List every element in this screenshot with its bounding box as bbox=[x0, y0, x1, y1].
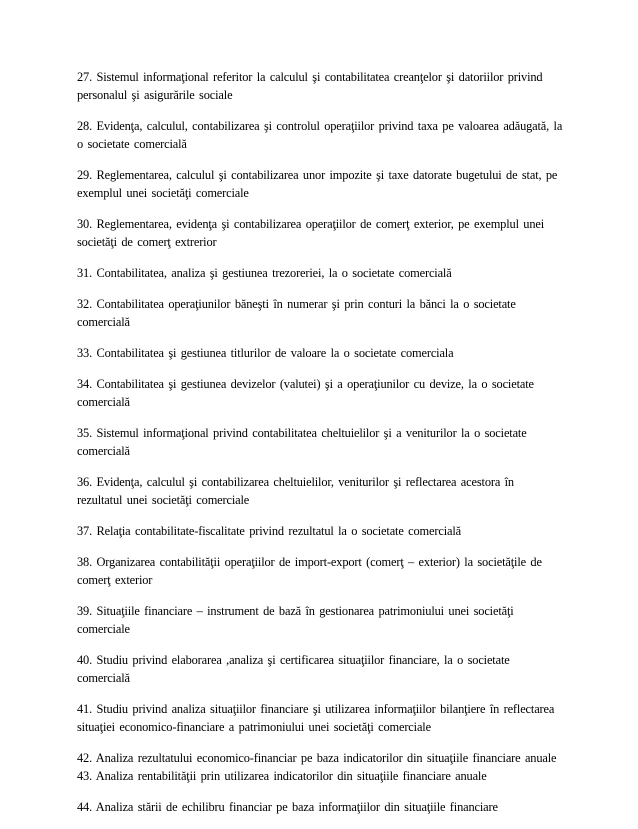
list-item: 42. Analiza rezultatului economico-financiar pe baza indicatorilor din situaţiile financiare anuale bbox=[77, 751, 557, 765]
topic-list bbox=[77, 68, 563, 829]
list-item: 28. Evidenţa, calculul, contabilizarea şi controlul operaţiilor privind taxa pe valoarea adăugată, la o societate comercială bbox=[77, 119, 563, 151]
list-item: 35. Sistemul informaţional privind contabilitatea cheltuielilor şi a veniturilor la o societate comercială bbox=[77, 426, 527, 458]
list-item: 32. Contabilitatea operaţiunilor băneşti în numerar şi prin conturi la bănci la o societate comercială bbox=[77, 297, 516, 329]
list-item: 44. Analiza stării de echilibru financiar pe baza informaţiilor din situaţiile financiare bbox=[77, 800, 498, 814]
list-item: 37. Relaţia contabilitate-fiscalitate privind rezultatul la o societate comercială bbox=[77, 524, 461, 538]
list-item: 34. Contabilitatea şi gestiunea devizelor (valutei) şi a operaţiunilor cu devize, la o societate comercială bbox=[77, 377, 534, 409]
list-item: 41. Studiu privind analiza situaţiilor financiare şi utilizarea informaţiilor bilanţiere în reflectarea situaţiei economico-financiare a patrimoniului unei societăţi comerciale bbox=[77, 702, 555, 734]
list-item: 30. Reglementarea, evidenţa şi contabilizarea operaţiilor de comerţ exterior, pe exemplul unei societăţi de comerţ extrerior bbox=[77, 217, 545, 249]
list-item: 33. Contabilitatea şi gestiunea titlurilor de valoare la o societate comerciala bbox=[77, 346, 454, 360]
list-item: 40. Studiu privind elaborarea ,analiza şi certificarea situaţiilor financiare, la o societate comercială bbox=[77, 653, 510, 685]
list-item: 38. Organizarea contabilităţii operaţiilor de import-export (comerţ – exterior) la societăţile de comerţ exterior bbox=[77, 555, 542, 587]
list-item: 39. Situaţiile financiare – instrument de bază în gestionarea patrimoniului unei societăţi comerciale bbox=[77, 604, 514, 636]
list-item: 27. Sistemul informaţional referitor la calculul şi contabilitatea creanţelor şi datoriilor privind personalul şi asigurările sociale bbox=[77, 70, 543, 102]
list-item: 36. Evidenţa, calculul şi contabilizarea cheltuielilor, veniturilor şi reflectarea acestora în rezultatul unei societăţi comerciale bbox=[77, 475, 514, 507]
list-item: 43. Analiza rentabilităţii prin utilizarea indicatorilor din situaţiile financiare anuale bbox=[77, 769, 487, 783]
list-item: 31. Contabilitatea, analiza şi gestiunea trezoreriei, la o societate comercială bbox=[77, 266, 452, 280]
list-item: 29. Reglementarea, calculul şi contabilizarea unor impozite şi taxe datorate bugetului de stat, pe exemplul unei societăţi comerciale bbox=[77, 168, 558, 200]
